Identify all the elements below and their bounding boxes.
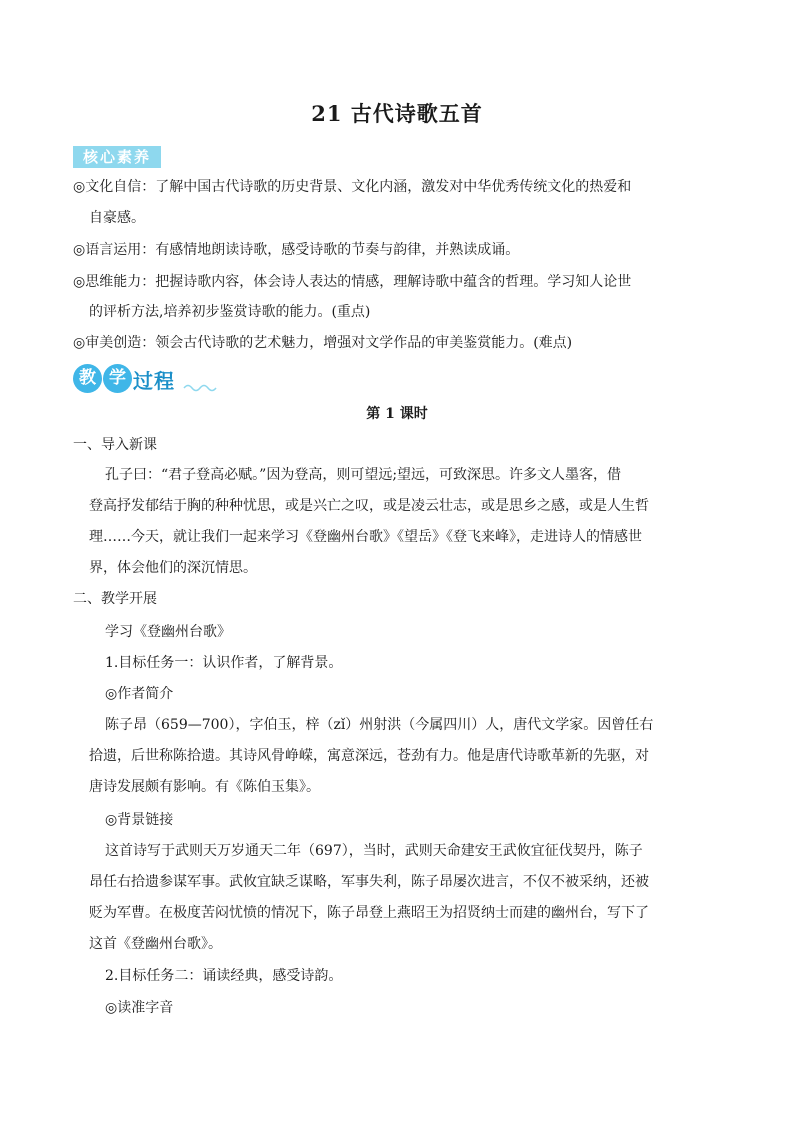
teaching-process-header [73,364,223,396]
core-item-culture: ◎文化自信：了解中国古代诗歌的历史背景、文化内涵，激发对中华优秀传统文化的热爱和 [73,179,632,195]
process-char-1: 教 [73,364,102,393]
author-line-1: 陈子昂（659—700），字伯玉，梓（zǐ）州射洪（今属四川）人，唐代文学家。因曾任右 [105,717,654,733]
core-item-language: ◎语言运用：有感情地朗读诗歌，感受诗歌的节奏与韵律，并熟读成诵。 [73,242,520,258]
intro-line-4: 界，体会他们的深沉情思。 [89,560,257,576]
page-title: 21 古代诗歌五首 [311,101,483,126]
process-char-2: 学 [103,364,132,393]
section-heading-teaching: 二、教学开展 [73,591,157,607]
task-1: 1.目标任务一：认识作者，了解背景。 [105,655,343,671]
core-item-culture-cont: 自豪感。 [89,210,145,226]
core-item-thinking: ◎思维能力：把握诗歌内容，体会诗人表达的情感，理解诗歌中蕴含的哲理。学习知人论世 [73,274,632,290]
author-line-3: 唐诗发展颇有影响。有《陈伯玉集》。 [89,779,320,795]
background-line-1: 这首诗写于武则天万岁通天二年（697），当时，武则天命建安王武攸宜征伐契丹，陈子 [105,843,643,859]
author-line-2: 拾遗，后世称陈拾遗。其诗风骨峥嵘，寓意深远，苍劲有力。他是唐代诗歌革新的先驱，对 [89,748,649,764]
wave-decoration-icon [183,382,219,392]
intro-line-3: 理……今天，就让我们一起来学习《登幽州台歌》《望岳》《登飞来峰》，走进诗人的情感世 [89,529,642,545]
intro-line-2: 登高抒发郁结于胸的种种忧思，或是兴亡之叹，或是凌云壮志，或是思乡之感，或是人生哲 [89,498,649,514]
task-2: 2.目标任务二：诵读经典，感受诗韵。 [105,968,343,984]
background-heading: ◎背景链接 [105,812,174,828]
background-line-2: 昂任右拾遗参谋军事。武攸宜缺乏谋略，军事失利，陈子昂屡次进言，不仅不被采纳，还被 [89,874,649,890]
section-heading-intro: 一、导入新课 [73,437,157,453]
study-heading: 学习《登幽州台歌》 [105,624,231,640]
pronunciation-heading: ◎读准字音 [105,1000,174,1016]
core-item-thinking-cont: 的评析方法,培养初步鉴赏诗歌的能力。(重点) [89,304,371,320]
author-heading: ◎作者简介 [105,686,174,702]
core-literacy-badge: 核心素养 [73,146,161,168]
core-item-aesthetic: ◎审美创造：领会古代诗歌的艺术魅力，增强对文学作品的审美鉴赏能力。(难点) [73,335,573,351]
intro-line-1: 孔子曰：“君子登高必赋。”因为登高，则可望远;望远，可致深思。许多文人墨客，借 [105,467,622,483]
process-text: 过程 [133,369,175,393]
background-line-3: 贬为军曹。在极度苦闷忧愤的情况下，陈子昂登上燕昭王为招贤纳士而建的幽州台，写下了 [89,905,649,921]
background-line-4: 这首《登幽州台歌》。 [89,936,222,952]
lesson-period: 第 1 课时 [366,406,428,422]
